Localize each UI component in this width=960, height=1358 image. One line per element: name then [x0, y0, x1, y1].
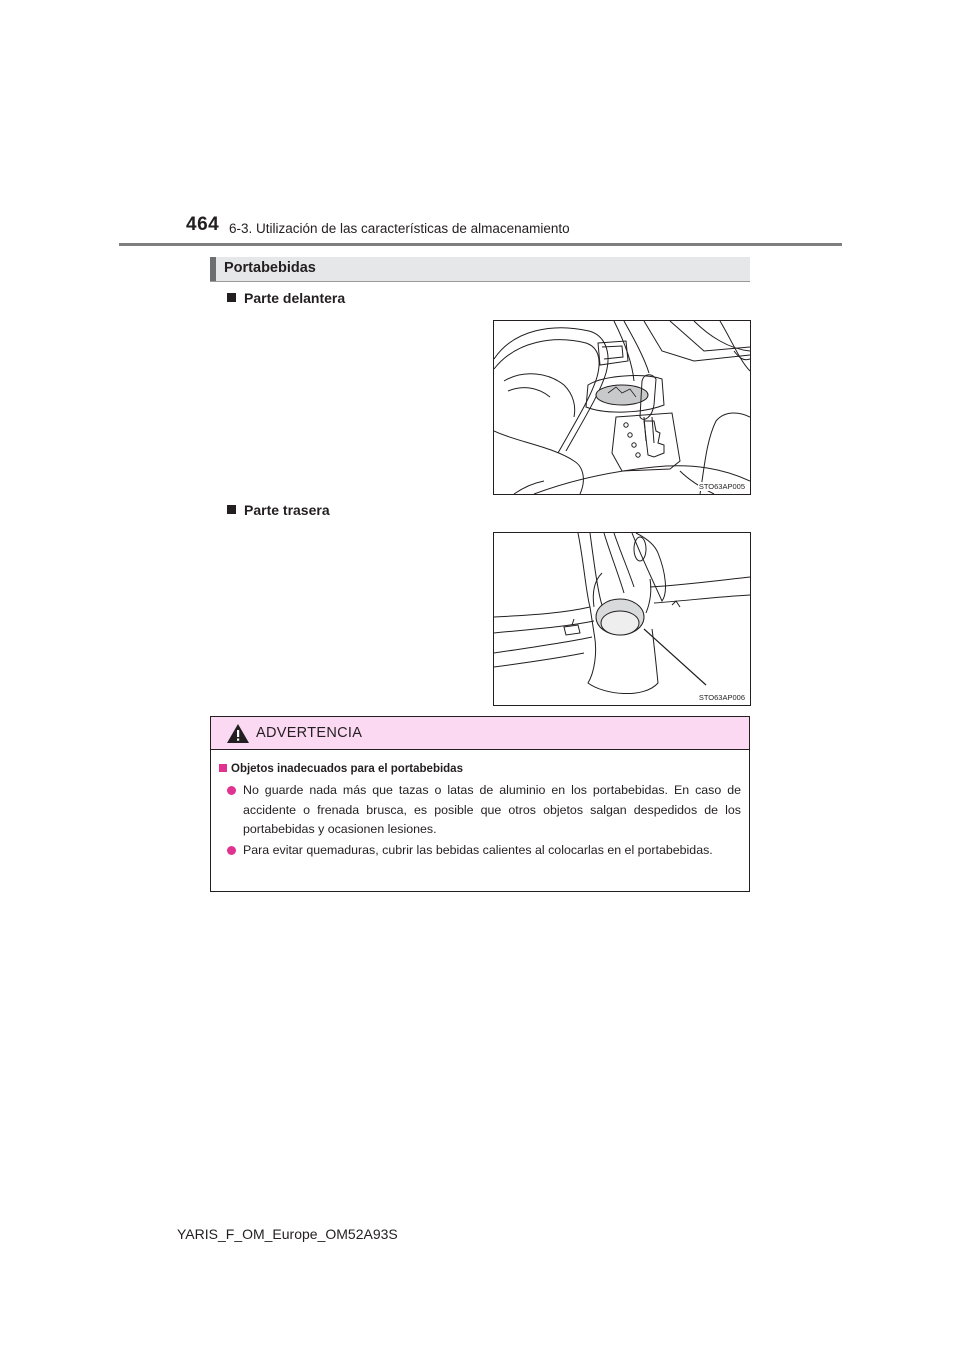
warning-header [211, 717, 749, 750]
square-bullet-icon [227, 293, 236, 302]
figure-code-front: STO63AP005 [698, 482, 745, 491]
warning-triangle-icon [227, 724, 249, 743]
square-bullet-icon [227, 505, 236, 514]
section-bar [210, 257, 750, 282]
page-number: 464 [186, 214, 220, 235]
figure-front-cupholder [493, 320, 751, 495]
figure-code-rear: STO63AP006 [698, 693, 745, 702]
round-bullet-icon [227, 786, 236, 795]
subheading-front-label: Parte delantera [244, 290, 346, 306]
warning-item-text: Para evitar quemaduras, cubrir las bebidas calientes al colocarlas en el portabebidas. [243, 843, 713, 857]
round-bullet-icon [227, 846, 236, 855]
square-bullet-icon [219, 764, 227, 772]
section-accent [210, 257, 216, 281]
figure-rear-cupholder [493, 532, 751, 706]
warning-label: ADVERTENCIA [256, 725, 363, 741]
warning-item [227, 841, 741, 861]
warning-item-text: No guarde nada más que tazas o latas de aluminio en los portabebidas. En caso de accidente o frenada brusca, es posible que otros objetos salgan despedidos de los portabebidas y ocasionen lesiones. [243, 783, 741, 836]
warning-item [227, 781, 741, 840]
subheading-rear [227, 502, 330, 518]
header-rule [119, 243, 842, 246]
section-title: Portabebidas [224, 260, 316, 276]
footer-doc-id: YARIS_F_OM_Europe_OM52A93S [177, 1226, 398, 1242]
warning-subheading [219, 763, 463, 775]
subheading-rear-label: Parte trasera [244, 502, 330, 518]
subheading-front [227, 290, 345, 306]
warning-box [210, 716, 750, 892]
chapter-title: 6-3. Utilización de las características de almacenamiento [229, 221, 570, 236]
warning-subheading-text: Objetos inadecuados para el portabebidas [231, 763, 463, 775]
